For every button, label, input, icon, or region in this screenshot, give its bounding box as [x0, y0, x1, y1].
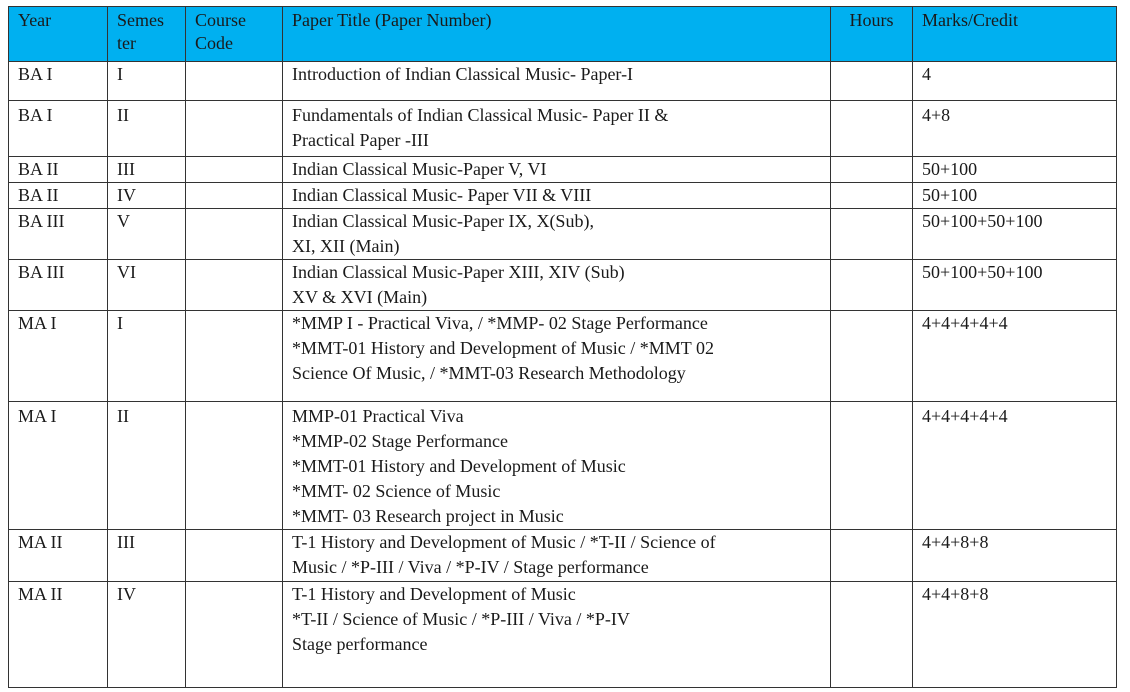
- cell-marks-credit: 50+100: [913, 157, 1117, 183]
- header-semester-line: Semes: [117, 10, 164, 30]
- cell-hours: [831, 582, 913, 688]
- syllabus-table-container: [8, 6, 1116, 688]
- cell-year: BA III: [9, 260, 108, 311]
- paper-title-line: *T-II / Science of Music / *P-III / Viva / *P-IV: [292, 609, 630, 629]
- paper-title-line: T-1 History and Development of Music: [292, 584, 576, 604]
- paper-title-line: Music / *P-III / Viva / *P-IV / Stage performance: [292, 557, 649, 577]
- cell-year: MA I: [9, 311, 108, 402]
- cell-semester: IV: [108, 183, 186, 209]
- paper-title-line: XI, XII (Main): [292, 236, 400, 256]
- cell-marks-credit: 4: [913, 62, 1117, 101]
- paper-title-line: *MMT- 03 Research project in Music: [292, 506, 564, 526]
- cell-year: MA II: [9, 530, 108, 582]
- header-course-code-line: Code: [195, 33, 233, 53]
- cell-semester: III: [108, 157, 186, 183]
- cell-year: BA III: [9, 209, 108, 260]
- cell-semester: I: [108, 62, 186, 101]
- cell-hours: [831, 311, 913, 402]
- header-row: [9, 7, 1117, 62]
- paper-title-line: Indian Classical Music-Paper V, VI: [292, 159, 547, 179]
- header-course-code-line: Course: [195, 10, 246, 30]
- paper-title-line: Introduction of Indian Classical Music- Paper-I: [292, 64, 634, 84]
- syllabus-table: [8, 6, 1117, 688]
- table-row: [9, 101, 1117, 157]
- cell-year: BA II: [9, 157, 108, 183]
- cell-marks-credit: 50+100+50+100: [913, 260, 1117, 311]
- paper-title-line: Stage performance: [292, 634, 428, 654]
- cell-hours: [831, 530, 913, 582]
- cell-paper-title: [283, 209, 831, 260]
- table-row: [9, 62, 1117, 101]
- table-row: [9, 209, 1117, 260]
- cell-marks-credit: 4+4+8+8: [913, 530, 1117, 582]
- cell-paper-title: [283, 402, 831, 530]
- paper-title-line: XV & XVI (Main): [292, 287, 428, 307]
- paper-title-line: Indian Classical Music-Paper XIII, XIV (Sub): [292, 262, 625, 282]
- cell-semester: V: [108, 209, 186, 260]
- cell-marks-credit: 50+100+50+100: [913, 209, 1117, 260]
- header-semester: [108, 7, 186, 62]
- cell-course-code: [186, 209, 283, 260]
- cell-year: BA II: [9, 183, 108, 209]
- cell-course-code: [186, 62, 283, 101]
- cell-course-code: [186, 260, 283, 311]
- cell-marks-credit: 4+8: [913, 101, 1117, 157]
- paper-title-line: *MMP-02 Stage Performance: [292, 431, 508, 451]
- table-row: [9, 157, 1117, 183]
- paper-title-line: *MMT-01 History and Development of Music / *MMT 02: [292, 338, 714, 358]
- cell-year: MA II: [9, 582, 108, 688]
- cell-course-code: [186, 157, 283, 183]
- header-paper-title: Paper Title (Paper Number): [283, 7, 831, 62]
- cell-semester: IV: [108, 582, 186, 688]
- cell-paper-title: [283, 101, 831, 157]
- paper-title-line: T-1 History and Development of Music / *T-II / Science of: [292, 532, 716, 552]
- cell-year: BA I: [9, 62, 108, 101]
- cell-paper-title: [283, 157, 831, 183]
- cell-paper-title: [283, 530, 831, 582]
- cell-paper-title: [283, 582, 831, 688]
- paper-title-line: Indian Classical Music- Paper VII & VIII: [292, 185, 592, 205]
- paper-title-line: Indian Classical Music-Paper IX, X(Sub),: [292, 211, 594, 231]
- table-row: [9, 582, 1117, 688]
- paper-title-line: Fundamentals of Indian Classical Music- Paper II &: [292, 105, 669, 125]
- cell-year: BA I: [9, 101, 108, 157]
- cell-course-code: [186, 183, 283, 209]
- header-course-code: [186, 7, 283, 62]
- cell-course-code: [186, 101, 283, 157]
- header-semester-line: ter: [117, 33, 136, 53]
- cell-marks-credit: 4+4+4+4+4: [913, 311, 1117, 402]
- table-row: [9, 183, 1117, 209]
- cell-paper-title: [283, 260, 831, 311]
- cell-paper-title: [283, 183, 831, 209]
- cell-marks-credit: 4+4+8+8: [913, 582, 1117, 688]
- cell-course-code: [186, 311, 283, 402]
- cell-course-code: [186, 530, 283, 582]
- cell-semester: II: [108, 101, 186, 157]
- table-row: [9, 402, 1117, 530]
- table-row: [9, 260, 1117, 311]
- paper-title-line: *MMP I - Practical Viva, / *MMP- 02 Stage Performance: [292, 313, 708, 333]
- cell-hours: [831, 402, 913, 530]
- table-row: [9, 530, 1117, 582]
- cell-course-code: [186, 402, 283, 530]
- header-marks-credit: Marks/Credit: [913, 7, 1117, 62]
- cell-semester: VI: [108, 260, 186, 311]
- cell-course-code: [186, 582, 283, 688]
- cell-hours: [831, 62, 913, 101]
- table-body: [9, 62, 1117, 688]
- cell-semester: I: [108, 311, 186, 402]
- header-hours: Hours: [831, 7, 913, 62]
- cell-semester: III: [108, 530, 186, 582]
- paper-title-line: Practical Paper -III: [292, 130, 429, 150]
- paper-title-line: *MMT- 02 Science of Music: [292, 481, 501, 501]
- cell-hours: [831, 209, 913, 260]
- cell-hours: [831, 260, 913, 311]
- cell-hours: [831, 101, 913, 157]
- paper-title-line: MMP-01 Practical Viva: [292, 406, 464, 426]
- cell-marks-credit: 50+100: [913, 183, 1117, 209]
- table-header: [9, 7, 1117, 62]
- paper-title-line: Science Of Music, / *MMT-03 Research Methodology: [292, 363, 686, 383]
- cell-marks-credit: 4+4+4+4+4: [913, 402, 1117, 530]
- paper-title-line: *MMT-01 History and Development of Music: [292, 456, 626, 476]
- cell-paper-title: [283, 311, 831, 402]
- cell-year: MA I: [9, 402, 108, 530]
- cell-paper-title: [283, 62, 831, 101]
- cell-semester: II: [108, 402, 186, 530]
- cell-hours: [831, 183, 913, 209]
- cell-hours: [831, 157, 913, 183]
- table-row: [9, 311, 1117, 402]
- header-year: Year: [9, 7, 108, 62]
